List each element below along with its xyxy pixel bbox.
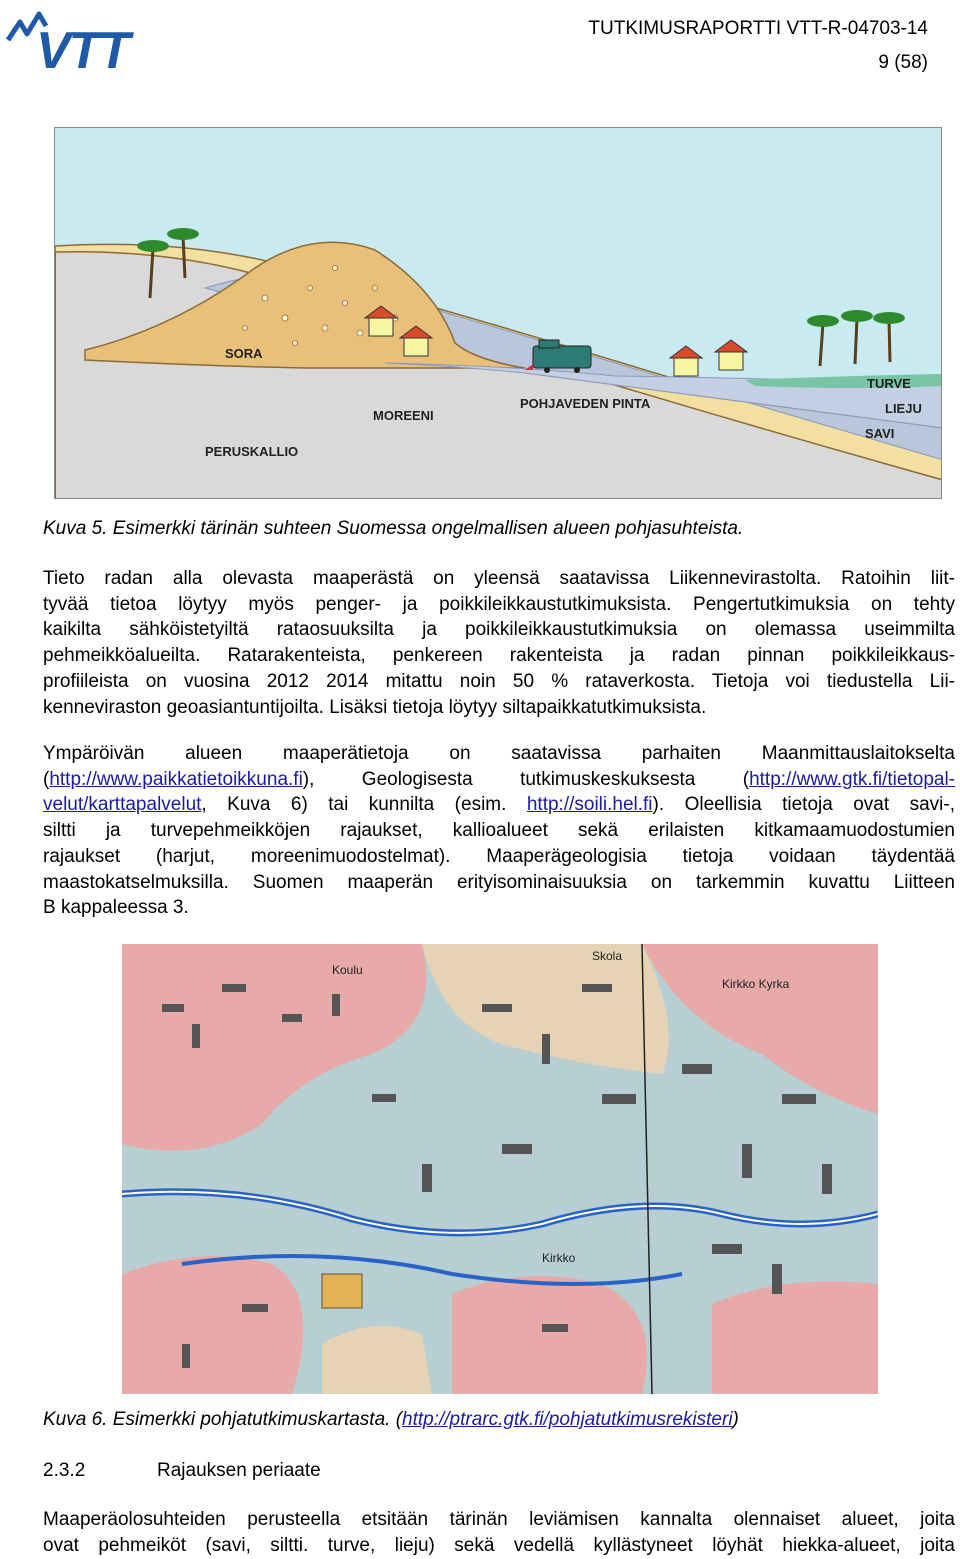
text-line: profiileista on vuosina 2012 2014 mitattu noin 50 % rataverkosta. Tietoja voi tiedustella Lii- (43, 670, 955, 692)
text-line: pehmeikköalueilta. Ratarakenteista, penkereen rakenteista ja radan pinnan poikkileikkaus- (43, 645, 955, 667)
text-line: (http://www.paikkatietoikkuna.fi), Geologisesta tutkimuskeskuksesta (http://www.gtk.fi/tietopal- (43, 768, 955, 790)
figure-6-caption: Kuva 6. Esimerkki pohjatutkimuskartasta. (http://ptrarc.gtk.fi/pohjatutkimusrekisteri) (43, 1409, 739, 1430)
paragraph-2 (43, 741, 955, 921)
vtt-logo (6, 6, 186, 72)
map-label-skola: Skola (592, 949, 623, 963)
report-id: TUTKIMUSRAPORTTI VTT-R-04703-14 (588, 18, 928, 39)
text-line: maastokatselmuksilla. Suomen maaperän erityisominaisuuksia on tarkemmin kuvattu Liitteen (43, 871, 955, 893)
link-soili[interactable]: http://soili.hel.fi (526, 794, 653, 816)
till-area (322, 1326, 432, 1394)
link-paikkatietoikkuna[interactable]: http://www.paikkatietoikkuna.fi (49, 768, 303, 790)
section-number: 2.3.2 (43, 1460, 86, 1481)
map-label-kirkko-kyrka: Kirkko Kyrka (722, 977, 790, 991)
link-pohjatutkimusrekisteri[interactable]: http://ptrarc.gtk.fi/pohjatutkimusrekisteri (402, 1409, 733, 1430)
text-line: Tieto radan alla olevasta maaperästä on yleensä saatavissa Liikennevirastolta. Ratoihin liit- (43, 568, 955, 589)
map-label-koulu: Koulu (332, 963, 363, 977)
label-lieju: LIEJU (885, 401, 922, 416)
text-line: B kappaleessa 3. (43, 897, 189, 919)
label-pohjaveden-pinta: POHJAVEDEN PINTA (520, 396, 651, 411)
label-turve: TURVE (867, 376, 911, 391)
link-gtk-karttapalvelut-cont[interactable]: velut/karttapalvelut (43, 794, 202, 816)
text-line: ovat pehmeiköt (savi, siltti. turve, lieju) sekä vedellä kyllästyneet löyhät hiekka-alueet, joita (43, 1534, 955, 1556)
figure-6-soil-map (122, 944, 878, 1394)
text-line: Ympäröivän alueen maaperätietoja on saatavissa parhaiten Maanmittauslaitokselta (43, 743, 955, 764)
figure-5-caption: Kuva 5. Esimerkki tärinän suhteen Suomessa ongelmallisen alueen pohjasuhteista. (43, 518, 744, 539)
section-heading (43, 1460, 321, 1482)
rock-area (122, 1256, 303, 1394)
text-line: rajaukset (harjut, moreenimuodostelmat). Maaperägeologisia tietoja voidaan täydentää (43, 845, 955, 867)
text-line: velut/karttapalvelut, Kuva 6) tai kunnilta (esim. http://soili.hel.fi). Oleellisia tietoja ovat savi-, (43, 794, 955, 816)
section-title: Rajauksen periaate (157, 1460, 321, 1481)
sand-area (322, 1274, 362, 1308)
text-line: Maaperäolosuhteiden perusteella etsitään tärinän leviämisen kannalta olennaiset alueet, joita (43, 1509, 955, 1530)
text-line: kaikilta sähköistetyiltä rataosuuksilta ja poikkileikkaustutkimuksia on olemassa useimmilta (43, 619, 955, 641)
label-savi: SAVI (865, 426, 895, 441)
map-label-kirkko: Kirkko (542, 1251, 576, 1265)
logo-text: VTT (36, 22, 129, 72)
text-line: siltti ja turvepehmeikköjen rajaukset, kallioalueet sekä erilaisten kitkamaamuodostumien (43, 820, 955, 842)
label-peruskallio: PERUSKALLIO (205, 444, 299, 459)
paragraph-3 (43, 1507, 955, 1558)
paragraph-1 (43, 566, 955, 720)
label-sora: SORA (225, 346, 263, 361)
text-line: tyvää tietoa löytyy myös penger- ja poikkileikkaustutkimuksista. Pengertutkimuksia on tehty (43, 593, 955, 615)
label-moreeni: MOREENI (373, 408, 434, 423)
page-number: 9 (58) (878, 52, 928, 73)
text-line: kenneviraston geoasiantuntijoilta. Lisäksi tietoja löytyy siltapaikkatutkimuksista. (43, 696, 707, 718)
link-gtk-karttapalvelut[interactable]: http://www.gtk.fi/tietopal- (749, 768, 955, 790)
rock-area (712, 1282, 878, 1395)
figure-5-cross-section (54, 127, 942, 499)
